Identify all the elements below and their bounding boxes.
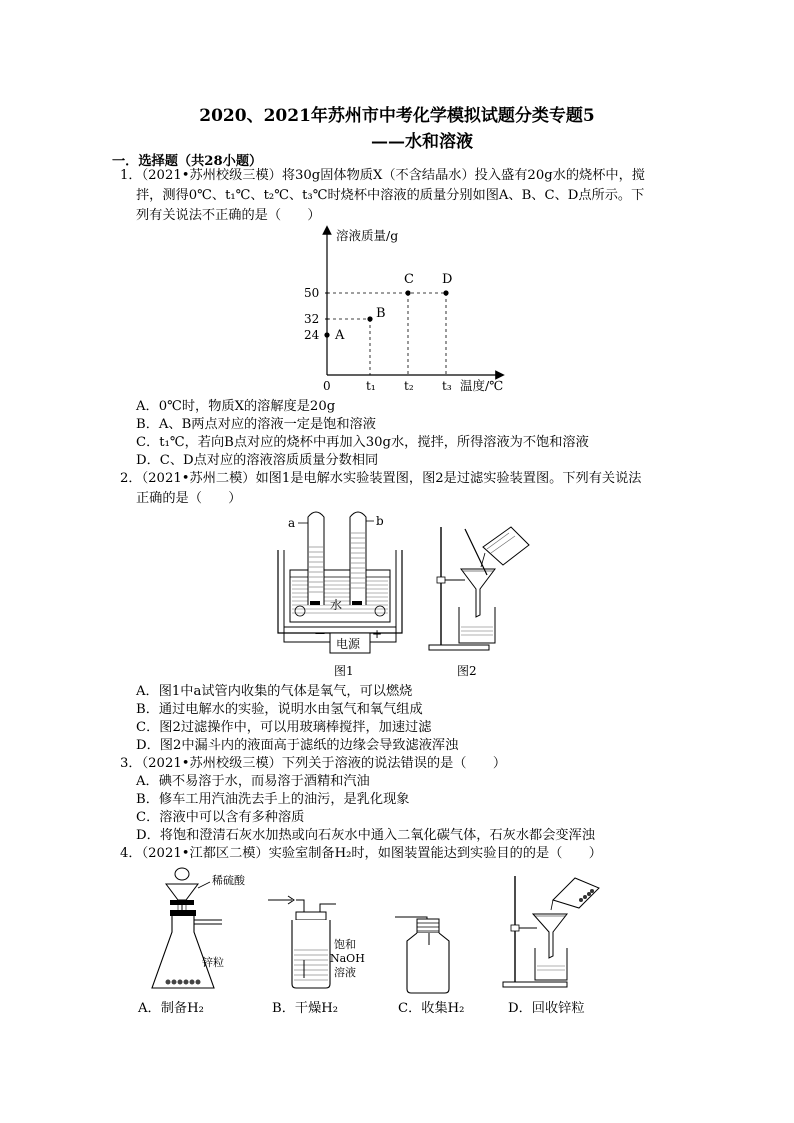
plus-label: + (372, 627, 383, 641)
point-label-B: B (376, 306, 386, 321)
page-subtitle: ——水和溶液 (371, 132, 473, 152)
y-axis-label: 溶液质量/g (336, 228, 399, 243)
electrolysis-figure (270, 505, 410, 680)
q1-stem-line-1: 1．（2021•苏州校级三模）将30g固体物质X（不含结晶水）投入盛有20g水的烧杯中，搅 (120, 168, 645, 183)
apparatus-a-figure (140, 862, 250, 997)
fig1-caption: 图1 (334, 664, 354, 678)
apparatus-d-figure (495, 870, 605, 997)
q1-option-b: B．A、B两点对应的溶液一定是饱和溶液 (136, 417, 376, 432)
point-A (324, 332, 329, 337)
minus-label: － (314, 627, 327, 641)
q4-caption-b: B．干燥H₂ (272, 1001, 339, 1016)
point-label-C: C (404, 272, 414, 287)
label-a: a (288, 516, 296, 530)
q1-stem-line-2: 拌，测得0℃、t₁℃、t₂℃、t₃℃时烧杯中溶液的质量分别如图A、B、C、D点所示。下 (136, 188, 645, 203)
x-tick-1: t₁ (366, 379, 376, 393)
fig2-caption: 图2 (457, 664, 477, 678)
page-title: 2020、2021年苏州市中考化学模拟试题分类专题5 (199, 106, 595, 126)
y-tick-24: 24 (304, 328, 320, 342)
naoh-label-1: 饱和 (334, 938, 356, 951)
filtration-figure (425, 505, 535, 680)
q3-stem: 3．（2021•苏州校级三模）下列关于溶液的说法错误的是（ ） (120, 756, 507, 771)
q3-option-c: C．溶液中可以含有多种溶质 (136, 810, 305, 825)
point-label-D: D (442, 272, 453, 287)
q2-stem-line-2: 正确的是（ ） (136, 491, 242, 506)
q3-option-d: D．将饱和澄清石灰水加热或向石灰水中通入二氧化碳气体，石灰水都会变浑浊 (136, 828, 595, 843)
naoh-label-2: NaOH (330, 952, 365, 965)
origin-label: 0 (323, 379, 331, 393)
apparatus-c-figure (393, 905, 463, 997)
water-label: 水 (330, 598, 343, 612)
point-label-A: A (335, 328, 345, 343)
q1-stem-line-3: 列有关说法不正确的是（ ） (136, 208, 321, 223)
x-tick-3: t₃ (442, 379, 452, 393)
q2-option-a: A．图1中a试管内收集的气体是氧气，可以燃烧 (136, 684, 413, 699)
label-b: b (376, 514, 384, 528)
q2-option-d: D．图2中漏斗内的液面高于滤纸的边缘会导致滤液浑浊 (136, 738, 459, 753)
x-tick-2: t₂ (404, 379, 414, 393)
point-B (367, 316, 372, 321)
y-tick-50: 50 (304, 286, 320, 300)
zinc-label: 锌粒 (202, 956, 224, 969)
q1-option-d: D．C、D点对应的溶液溶质质量分数相同 (136, 453, 379, 468)
section-heading: 一．选择题（共28小题） (112, 154, 263, 169)
q4-caption-c: C．收集H₂ (398, 1001, 465, 1016)
q4-caption-a: A．制备H₂ (138, 1001, 204, 1016)
q3-option-a: A．碘不易溶于水，而易溶于酒精和汽油 (136, 774, 370, 789)
q3-option-b: B．修车工用汽油洗去手上的油污，是乳化现象 (136, 792, 410, 807)
q1-option-c: C．t₁℃，若向B点对应的烧杯中再加入30g水，搅拌，所得溶液为不饱和溶液 (136, 435, 589, 450)
naoh-label-3: 溶液 (334, 966, 356, 979)
q1-chart (290, 222, 520, 397)
q2-option-c: C．图2过滤操作中，可以用玻璃棒搅拌，加速过滤 (136, 720, 432, 735)
point-D (443, 290, 448, 295)
q4-caption-d: D．回收锌粒 (508, 1001, 585, 1016)
acid-label: 稀硫酸 (212, 874, 245, 887)
y-tick-32: 32 (304, 312, 320, 326)
apparatus-b-figure (260, 890, 370, 995)
power-label: 电源 (336, 637, 361, 651)
q2-stem-line-1: 2．（2021•苏州二模）如图1是电解水实验装置图，图2是过滤实验装置图。下列有关说法 (120, 471, 642, 486)
q2-option-b: B．通过电解水的实验，说明水由氢气和氧气组成 (136, 702, 423, 717)
q4-stem: 4．（2021•江都区二模）实验室制备H₂时，如图装置能达到实验目的的是（ ） (120, 846, 602, 861)
q1-option-a: A．0℃时，物质X的溶解度是20g (136, 399, 336, 414)
x-axis-label: 温度/℃ (460, 378, 504, 393)
